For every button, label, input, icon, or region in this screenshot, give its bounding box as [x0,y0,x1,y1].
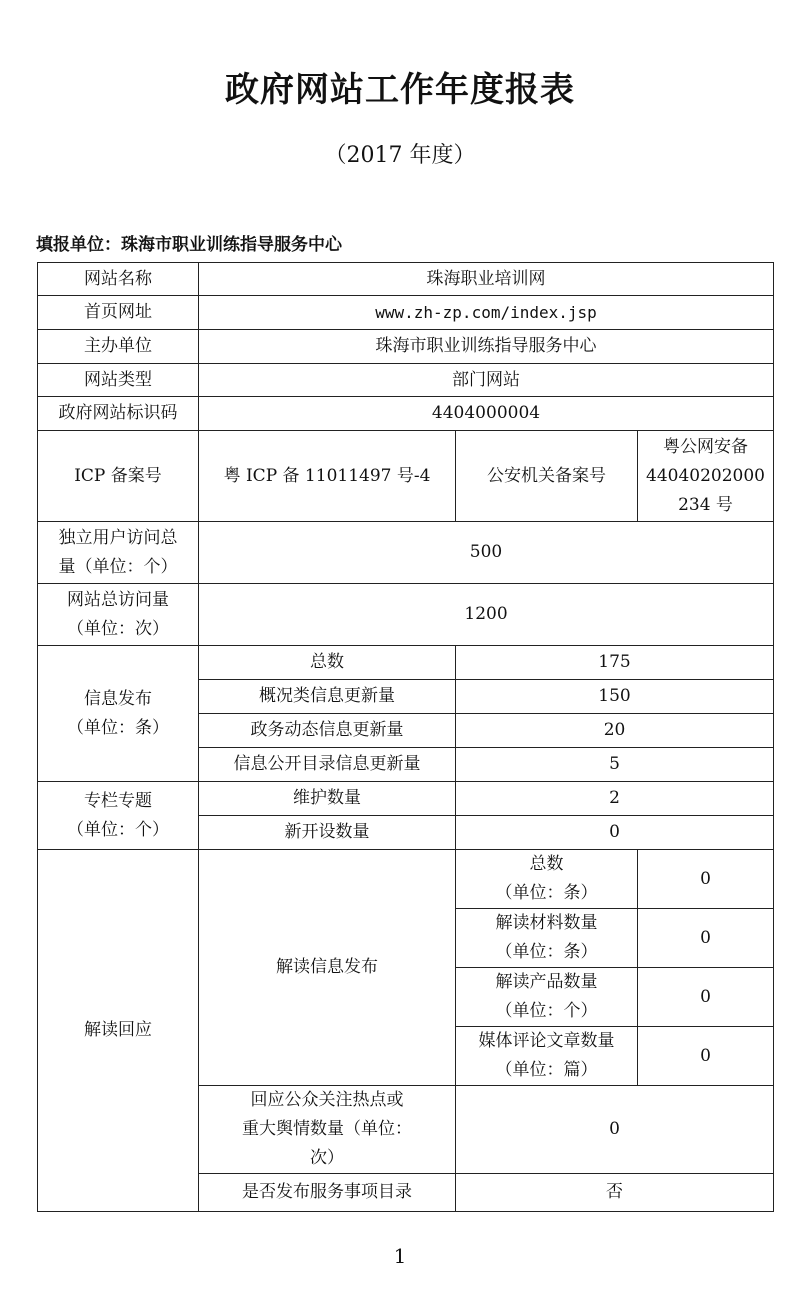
special-maintained-label: 维护数量 [199,782,456,816]
interpret-response-label: 解读回应 [38,850,199,1212]
info-total-value: 175 [456,646,774,680]
site-name-value: 珠海职业培训网 [199,263,774,296]
icp-label: ICP 备案号 [38,431,199,522]
site-id-label: 政府网站标识码 [38,397,199,431]
report-table [37,262,774,1212]
info-publish-label: 信息发布 （单位：条） [38,646,199,782]
info-news-label: 政务动态信息更新量 [199,714,456,748]
total-visits-value: 1200 [199,584,774,646]
info-news-value: 20 [456,714,774,748]
filing-unit: 填报单位：珠海市职业训练指导服务中心 [36,235,342,255]
site-name-label: 网站名称 [38,263,199,296]
police-record-value: 粤公网安备 44040202000 234 号 [638,431,774,522]
interpret-product-value: 0 [638,968,774,1027]
interpret-product-label: 解读产品数量 （单位：个） [456,968,638,1027]
table-row [38,330,774,364]
special-topic-label: 专栏专题 （单位：个） [38,782,199,850]
sponsor-value: 珠海市职业训练指导服务中心 [199,330,774,364]
table-row [38,263,774,296]
total-visits-label: 网站总访问量 （单位：次） [38,584,199,646]
police-record-label: 公安机关备案号 [456,431,638,522]
service-catalog-label: 是否发布服务事项目录 [199,1174,456,1212]
hotspot-response-label: 回应公众关注热点或 重大舆情数量（单位： 次） [199,1086,456,1174]
interpret-total-value: 0 [638,850,774,909]
table-row [38,397,774,431]
info-overview-value: 150 [456,680,774,714]
info-total-label: 总数 [199,646,456,680]
icp-value: 粤 ICP 备 11011497 号-4 [199,431,456,522]
table-row [38,364,774,397]
table-row [38,782,774,816]
homepage-value: www.zh-zp.com/index.jsp [199,296,774,330]
report-year: （2017 年度） [324,143,476,168]
info-disclosure-label: 信息公开目录信息更新量 [199,748,456,782]
table-row [38,584,774,646]
site-type-label: 网站类型 [38,364,199,397]
site-id-value: 4404000004 [199,397,774,431]
special-maintained-value: 2 [456,782,774,816]
info-disclosure-value: 5 [456,748,774,782]
page-title: 政府网站工作年度报表 [225,70,575,110]
table-row [38,431,774,522]
page-number: 1 [393,1244,407,1268]
special-new-label: 新开设数量 [199,816,456,850]
table-row [38,296,774,330]
service-catalog-value: 否 [456,1174,774,1212]
special-new-value: 0 [456,816,774,850]
sponsor-label: 主办单位 [38,330,199,364]
interpret-publish-label: 解读信息发布 [199,850,456,1086]
table-row [38,646,774,680]
info-overview-label: 概况类信息更新量 [199,680,456,714]
unique-visitors-label: 独立用户访问总 量（单位：个） [38,522,199,584]
interpret-total-label: 总数 （单位：条） [456,850,638,909]
interpret-material-value: 0 [638,909,774,968]
unique-visitors-value: 500 [199,522,774,584]
homepage-label: 首页网址 [38,296,199,330]
table-row [38,850,774,909]
interpret-media-label: 媒体评论文章数量 （单位：篇） [456,1027,638,1086]
site-type-value: 部门网站 [199,364,774,397]
interpret-material-label: 解读材料数量 （单位：条） [456,909,638,968]
table-row [38,522,774,584]
interpret-media-value: 0 [638,1027,774,1086]
hotspot-response-value: 0 [456,1086,774,1174]
